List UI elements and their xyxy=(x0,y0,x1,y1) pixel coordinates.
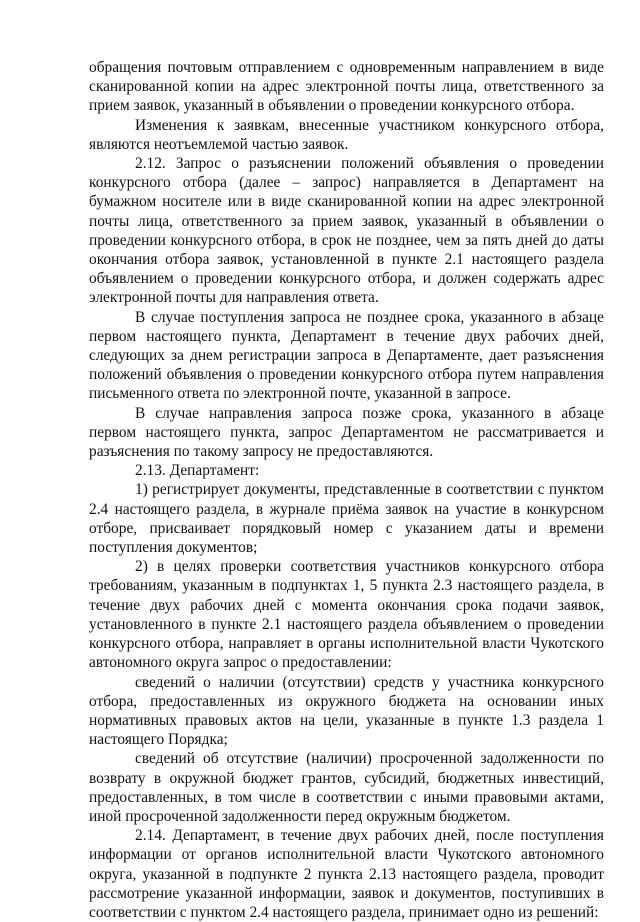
paragraph-intro-continuation: обращения почтовым отправлением с одновременным направлением в виде сканированной копии на адрес электронной почты лица, ответственного за прием заявок, указанный в объявлении о проведении конкурсного отбора. xyxy=(89,59,604,115)
paragraph-2-13-item-1: 1) регистрирует документы, представленные в соответствии с пунктом 2.4 настоящего раздела, в журнале приёма заявок на участие в конкурсном отборе, присваивает порядковый номер с указанием даты и времени поступления документов; xyxy=(89,481,604,557)
paragraph-2-14: 2.14. Департамент, в течение двух рабочих дней, после поступления информации от органов исполнительной власти Чукотского автономного округа, указанной в подпункте 2 пункта 2.13 настоящего раздела, проводит рассмотрение указанной информации, заявок и документов, поступивших в соответствии с пунктом 2.4 настоящего раздела, принимает одно из решений: xyxy=(89,827,604,921)
paragraph-2-12-late-request: В случае направления запроса позже срока, указанного в абзаце первом настоящего пункта, запрос Департаментом не рассматривается и разъяснения по такому запросу не предоставляются. xyxy=(89,404,604,461)
paragraph-2-12: 2.12. Запрос о разъяснении положений объявления о проведении конкурсного отбора (далее – запрос) направляется в Департамент на бумажном носителе или в виде сканированной копии на адрес электронной почты лица, ответственного за прием заявок, указанный в объявлении о проведении конкурсного отбора, в срок не позднее, чем за пять дней до даты окончания отбора заявок, установленной в пункте 2.1 настоящего раздела объявлением о проведении конкурсного отбора, и должен содержать адрес электронной почты для направления ответа. xyxy=(89,155,604,307)
paragraph-2-13-item-2-funds: сведений о наличии (отсутствии) средств у участника конкурсного отбора, предоставленных из окружного бюджета на основании иных нормативных правовых актов на цели, указанные в пункте 1.3 раздела 1 настоящего Порядка; xyxy=(89,673,604,749)
paragraph-2-12-timely-request: В случае поступления запроса не позднее срока, указанного в абзаце первом настоящего пункта, Департамент в течение двух рабочих дней, следующих за днем регистрации запроса в Департаменте, дает разъяснения положений объявления о проведении конкурсного отбора путем направления письменного ответа по электронной почте, указанной в запросе. xyxy=(89,308,604,403)
paragraph-2-13-heading: 2.13. Департамент: xyxy=(135,462,260,480)
paragraph-2-13-item-2: 2) в целях проверки соответствия участников конкурсного отбора требованиям, указанным в подпунктах 1, 5 пункта 2.3 настоящего раздела, в течение двух рабочих дней с момента окончания срока подачи заявок, установленного в пункте 2.1 настоящего раздела объявлением о проведении конкурсного отбора, направляет в органы исполнительной власти Чукотского автономного округа запрос о предоставлении: xyxy=(89,558,604,672)
paragraph-2-13-item-2-debt: сведений об отсутствие (наличии) просроченной задолженности по возврату в окружной бюджет грантов, субсидий, бюджетных инвестиций, предоставленных, в том числе в соответствии с иными правовыми актами, иной просроченной задолженности перед окружным бюджетом. xyxy=(89,750,604,825)
paragraph-changes-to-applications: Изменения к заявкам, внесенные участником конкурсного отбора, являются неотъемлемой частью заявок. xyxy=(89,116,604,153)
document-page xyxy=(89,58,604,922)
